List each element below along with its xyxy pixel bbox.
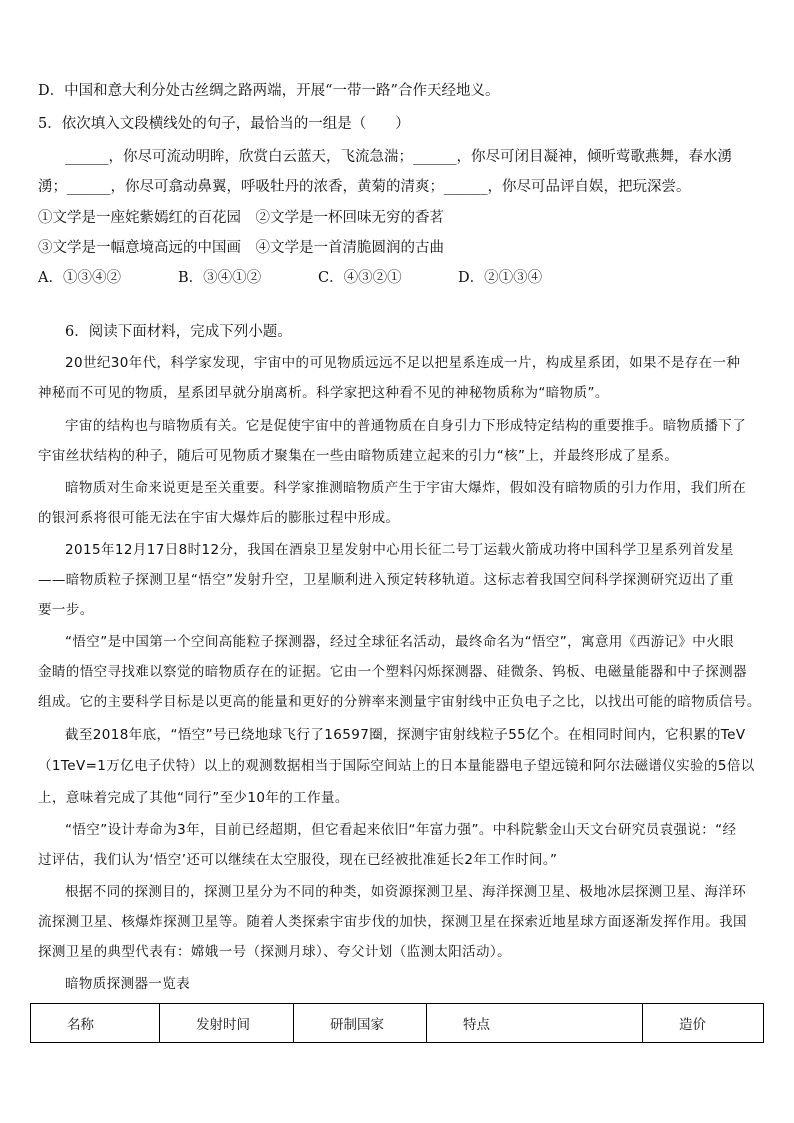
q5-option-b: B．③④①② xyxy=(178,270,262,286)
paragraph-line: 神秘而不可见的物质，星系团早就分崩离析。科学家把这种看不见的神秘物质称为“暗物质”。 xyxy=(38,385,609,401)
q5-option-c: C．④③②① xyxy=(318,270,402,286)
paragraph-line: 探测卫星的典型代表有：嫦娥一号（探测月球）、夸父计划（监测太阳活动）。 xyxy=(38,944,511,960)
q5-option-d: D．②①③④ xyxy=(458,270,543,286)
paragraph-line: 根据不同的探测目的，探测卫星分为不同的种类，如资源探测卫星、海洋探测卫星、极地冰层探测卫星、海洋环 xyxy=(65,884,747,900)
q5-passage-line: 湧；______，你尽可翕动鼻翼，呼吸牡丹的浓香，黄菊的清爽；______，你尽可品评自娱，把玩深尝。 xyxy=(38,179,691,195)
table-header-cell: 发射时间 xyxy=(160,1004,294,1043)
q4-option-d: D．中国和意大利分处古丝绸之路两端，开展“一带一路”合作天经地义。 xyxy=(38,83,500,99)
paragraph-line: 上，意味着完成了其他“同行”至少10年的工作量。 xyxy=(38,790,349,806)
paragraph-line: 过评估，我们认为‘悟空’还可以继续在太空服役，现在已经被批准延长2年工作时间。” xyxy=(38,852,558,868)
paragraph-line: 暗物质对生命来说更是至关重要。科学家推测暗物质产生于宇宙大爆炸，假如没有暗物质的引力作用，我们所在 xyxy=(65,480,747,496)
paragraph-line: 金睛的悟空寻找难以察觉的暗物质存在的证据。它由一个塑料闪烁探测器、硅微条、钨板、电磁量能器和中子探测器 xyxy=(38,664,747,680)
q5-items-line: ③文学是一幅意境高远的中国画 ④文学是一首清脆圆润的古曲 xyxy=(38,240,444,256)
paragraph-line: 宇宙的结构也与暗物质有关。它是促使宇宙中的普通物质在自身引力下形成特定结构的重要推手。暗物质播下了 xyxy=(65,418,747,434)
table-header-row xyxy=(31,1004,764,1043)
paragraph-line: 20世纪30年代，科学家发现，宇宙中的可见物质远远不足以把星系连成一片，构成星系团，如果不是存在一种 xyxy=(65,355,741,371)
q5-stem: 5．依次填入文段横线处的句子，最恰当的一组是（ ） xyxy=(38,116,410,132)
paragraph-line: 流探测卫星、核爆炸探测卫星等。随着人类探索宇宙步伐的加快，探测卫星在探索近地星球方面逐渐发挥作用。我国 xyxy=(38,914,747,930)
q5-passage-line: ______，你尽可流动明眸，欣赏白云蓝天，飞流急湍；______，你尽可闭目凝神，倾听莺歌燕舞，春水湧 xyxy=(65,149,732,165)
q6-stem: 6．阅读下面材料，完成下列小题。 xyxy=(65,324,292,340)
table-caption: 暗物质探测器一览表 xyxy=(65,976,191,992)
q5-options xyxy=(38,268,764,288)
table-header-cell: 特点 xyxy=(427,1004,643,1043)
q5-items-line: ①文学是一座姹紫嫣红的百花园 ②文学是一杯回味无穷的香茗 xyxy=(38,210,444,226)
paragraph-line: 2015年12月17日8时12分，我国在酒泉卫星发射中心用长征二号丁运载火箭成功将中国科学卫星系列首发星 xyxy=(65,542,734,558)
paragraph-line: “悟空”设计寿命为3年，目前已经超期，但它看起来依旧“年富力强”。中科院紫金山天文台研究员袁强说：“经 xyxy=(65,822,737,838)
paragraph-line: “悟空”是中国第一个空间高能粒子探测器，经过全球征名活动，最终命名为“悟空”，寓意用《西游记》中火眼 xyxy=(65,634,734,650)
paragraph-line: 截至2018年底，“悟空”号已绕地球飞行了16597圈，探测宇宙射线粒子55亿个。在相同时间内，它积累的TeV xyxy=(65,727,746,743)
paragraph-line: 组成。它的主要科学目标是以更高的能量和更好的分辨率来测量宇宙射线中正负电子之比，以找出可能的暗物质信号。 xyxy=(38,694,761,710)
paragraph-line: 要一步。 xyxy=(38,602,94,618)
q5-option-a: A．①③④② xyxy=(38,270,121,286)
paragraph-line: 宇宙丝状结构的种子，随后可见物质才聚集在一些由暗物质建立起来的引力“核”上，并最终形成了星系。 xyxy=(38,448,679,464)
paragraph-line: 的银河系将很可能无法在宇宙大爆炸后的膨胀过程中形成。 xyxy=(38,510,400,526)
table-header-cell: 名称 xyxy=(31,1004,160,1043)
table-header-cell: 研制国家 xyxy=(294,1004,427,1043)
paragraph-line: （1TeV=1万亿电子伏特）以上的观测数据相当于国际空间站上的日本量能器电子望远镜和阿尔法磁谱仪实验的5倍以 xyxy=(38,758,755,774)
dark-matter-probe-table xyxy=(30,1003,764,1043)
table-header-cell: 造价 xyxy=(643,1004,764,1043)
paragraph-line: ——暗物质粒子探测卫星“悟空”发射升空，卫星顺利进入预定转移轨道。这标志着我国空间科学探测研究迈出了重 xyxy=(38,572,734,588)
